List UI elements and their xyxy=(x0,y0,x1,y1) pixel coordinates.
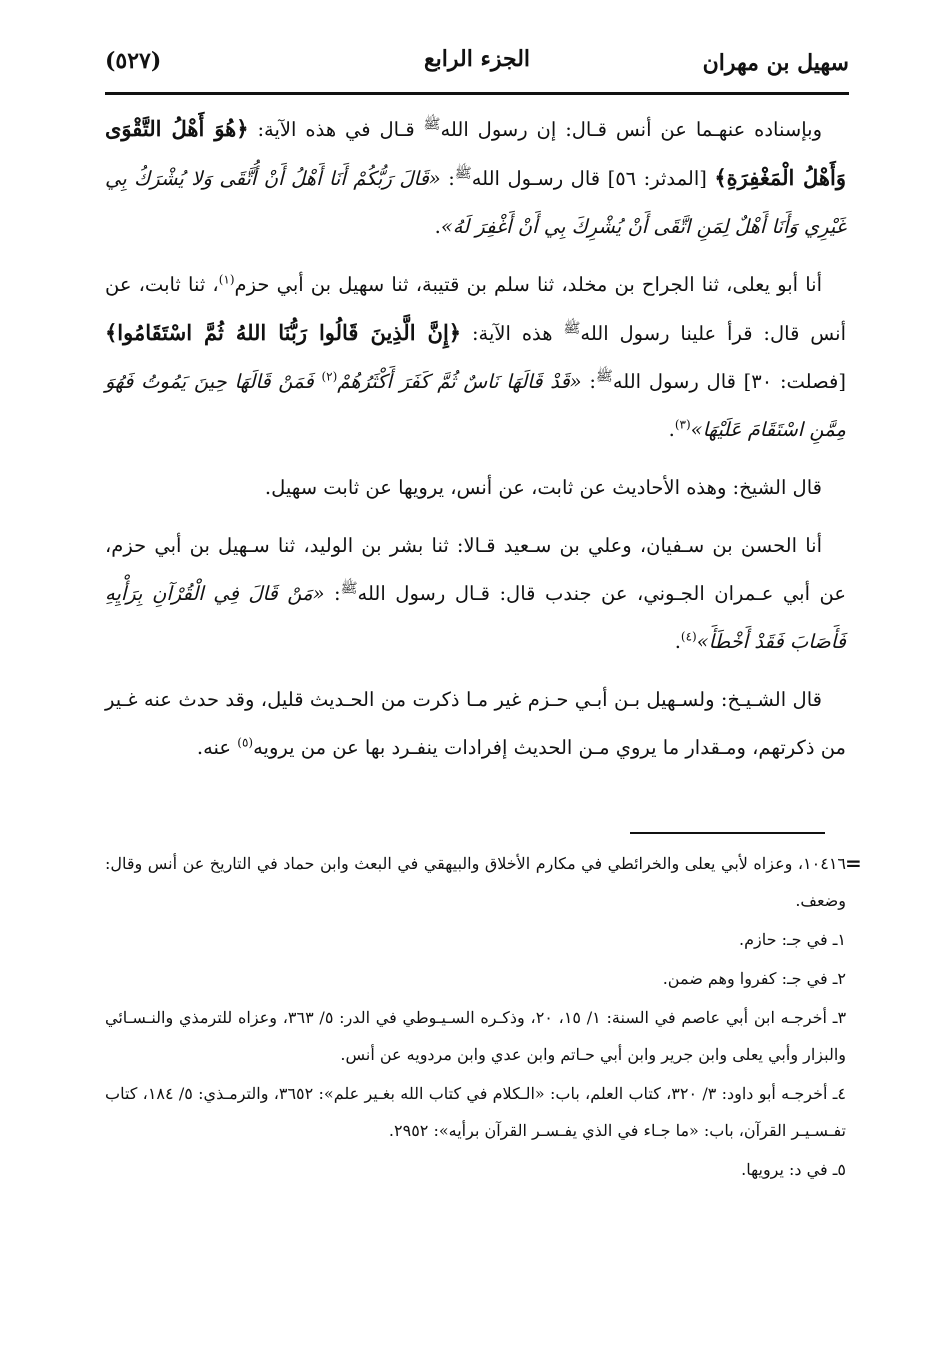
main-text xyxy=(105,105,846,782)
salla-mark: ﷺ xyxy=(454,165,472,182)
footnote-1: ١ـ في جـ: حازم. xyxy=(739,930,846,949)
footnote-ref-2: (٢) xyxy=(321,369,338,384)
paragraph-2 xyxy=(105,261,846,454)
p2-ref: [فصلت: ٣٠] قال رسول الله xyxy=(612,370,846,393)
p1-intro: وبإسناده عنهـما عن أنس قـال: إن رسول الله xyxy=(440,118,823,141)
p1-end: . xyxy=(434,215,441,238)
footnote-ref-3: (٣) xyxy=(674,417,691,432)
salla-mark: ﷺ xyxy=(563,320,581,337)
continuation-mark: = xyxy=(845,851,862,875)
footnote-ref-5: (٥) xyxy=(237,735,254,750)
p4-after: : xyxy=(324,582,341,605)
p1-after2: : xyxy=(440,167,455,190)
p2-intro: أنا أبو يعلى، ثنا الجراح بن مخلد، ثنا سلم بن قتيبة، ثنا سهيل بن أبي حزم xyxy=(234,273,823,296)
p1-after: قـال في هذه الآية: xyxy=(248,118,424,141)
hadith-text: «مَنْ قَالَ فِي الْقُرْآنِ بِرَأْيِهِ فَأَصَابَ فَقَدْ أَخْطَأَ» xyxy=(105,582,846,653)
p2-end: . xyxy=(668,418,675,441)
footnote-ref-1: (١) xyxy=(218,272,235,287)
volume-title: الجزء الرابع xyxy=(423,46,531,72)
p4-end: . xyxy=(674,630,681,653)
p2-mid: ، ثنا ثابت، عن أنس قال: قرأ علينا رسول الله xyxy=(105,273,846,345)
hadith-text: فَمَنْ قَالَهَا حِينَ يَمُوتُ فَهُوَ مِمَّنِ اسْتَقَامَ عَلَيْهَا» xyxy=(105,370,846,441)
salla-mark: ﷺ xyxy=(340,580,358,597)
quran-verse: ﴿هُوَ أَهْلُ التَّقْوَى وَأَهْلُ الْمَغْفِرَةِ﴾ xyxy=(105,116,846,190)
salla-mark: ﷺ xyxy=(423,116,441,133)
footnote-separator xyxy=(630,832,825,834)
footnote-4: ٤ـ أخرجـه أبو داود: ٣/ ٣٢٠، كتاب العلم، باب: «الـكلام في كتاب الله بغـير علم»: ٣٦٥٢، والترمـذي: ٥/ ١٨٤، كتاب تفـسـيـر القرآن، باب: «ما جـاء في الذي يفـسـر القرآن برأيه»: ٢٩٥٢. xyxy=(105,1084,846,1140)
paragraph-5 xyxy=(105,676,846,772)
p2-after: هذه الآية: xyxy=(461,322,564,345)
footnote-2: ٢ـ في جـ: كفروا وهم ضمن. xyxy=(662,969,846,988)
salla-mark: ﷺ xyxy=(595,368,613,385)
footnote-continuation: ١٠٤١٦، وعزاه لأبي يعلى والخرائطي في مكارم الأخلاق والبيهقي في البعث وابن حماد في التاريخ عن أنس وقال: وضعف. xyxy=(105,854,846,910)
footnote-ref-4: (٤) xyxy=(680,629,697,644)
paragraph-4 xyxy=(105,522,846,666)
footnote-5: ٥ـ في د: يرويها. xyxy=(741,1160,846,1179)
header-rule xyxy=(105,92,849,95)
hadith-text: «قَدْ قَالَهَا نَاسٌ ثُمَّ كَفَرَ أَكْثَرُهُمْ xyxy=(337,370,582,393)
p2-after2: : xyxy=(581,370,596,393)
paragraph-1 xyxy=(105,105,846,251)
p4-intro: أنا الحسن بن سـفيان، وعلي بن سـعيد قـالا: ثنا بشر بن الوليد، ثنا سـهيل بن أبي حزم، عن أبي عـمران الجـوني، عن جندب قال: قـال رسول الله xyxy=(105,534,846,605)
p1-ref: [المدثر: ٥٦] قال رسـول الله xyxy=(471,167,715,190)
footnotes xyxy=(105,845,846,1190)
page-number: (٥٢٧) xyxy=(105,48,162,74)
paragraph-3: قال الشيخ: وهذه الأحاديث عن ثابت، عن أنس، يرويها عن ثابت سهيل. xyxy=(264,476,822,499)
running-title: سهيل بن مهران xyxy=(702,50,849,76)
footnote-3: ٣ـ أخرجـه ابن أبي عاصم في السنة: ١/ ١٥، ٢٠، وذكـره السـيـوطي في الدر: ٥/ ٣٦٣، وعزاه للترمذي والنـسـائي والبزار وأبي يعلى وابن جرير وابن أبي حـاتم وابن عدي وابن مردويه عن أنس. xyxy=(105,1008,847,1064)
p5-end: عنه. xyxy=(196,736,238,759)
p5-text: قال الشـيـخ: ولسـهيل بـن أبـي حـزم غير مـا ذكرت من الحـديث قليل، وقد حدث عنه غـير من ذكرتهم، ومـقدار ما يروي مـن الحديث إفرادات ينفـرد بها عن من يرويه xyxy=(105,688,846,759)
page-header xyxy=(105,42,849,86)
quran-verse: ﴿إِنَّ الَّذِينَ قَالُوا رَبُّنَا اللهُ ثُمَّ اسْتَقَامُوا﴾ xyxy=(105,320,462,345)
hadith-text: «قَالَ رَبُّكُمْ أَنَا أَهْلُ أَنْ أُتَّقَى وَلا يُشْرَكُ بِي غَيْرِي وَأَنَا أَهْلٌ لِمَنِ اتَّقَى أَنْ يُشْرِكَ بِي أَنْ أَغْفِرَ لَهُ» xyxy=(105,167,846,238)
